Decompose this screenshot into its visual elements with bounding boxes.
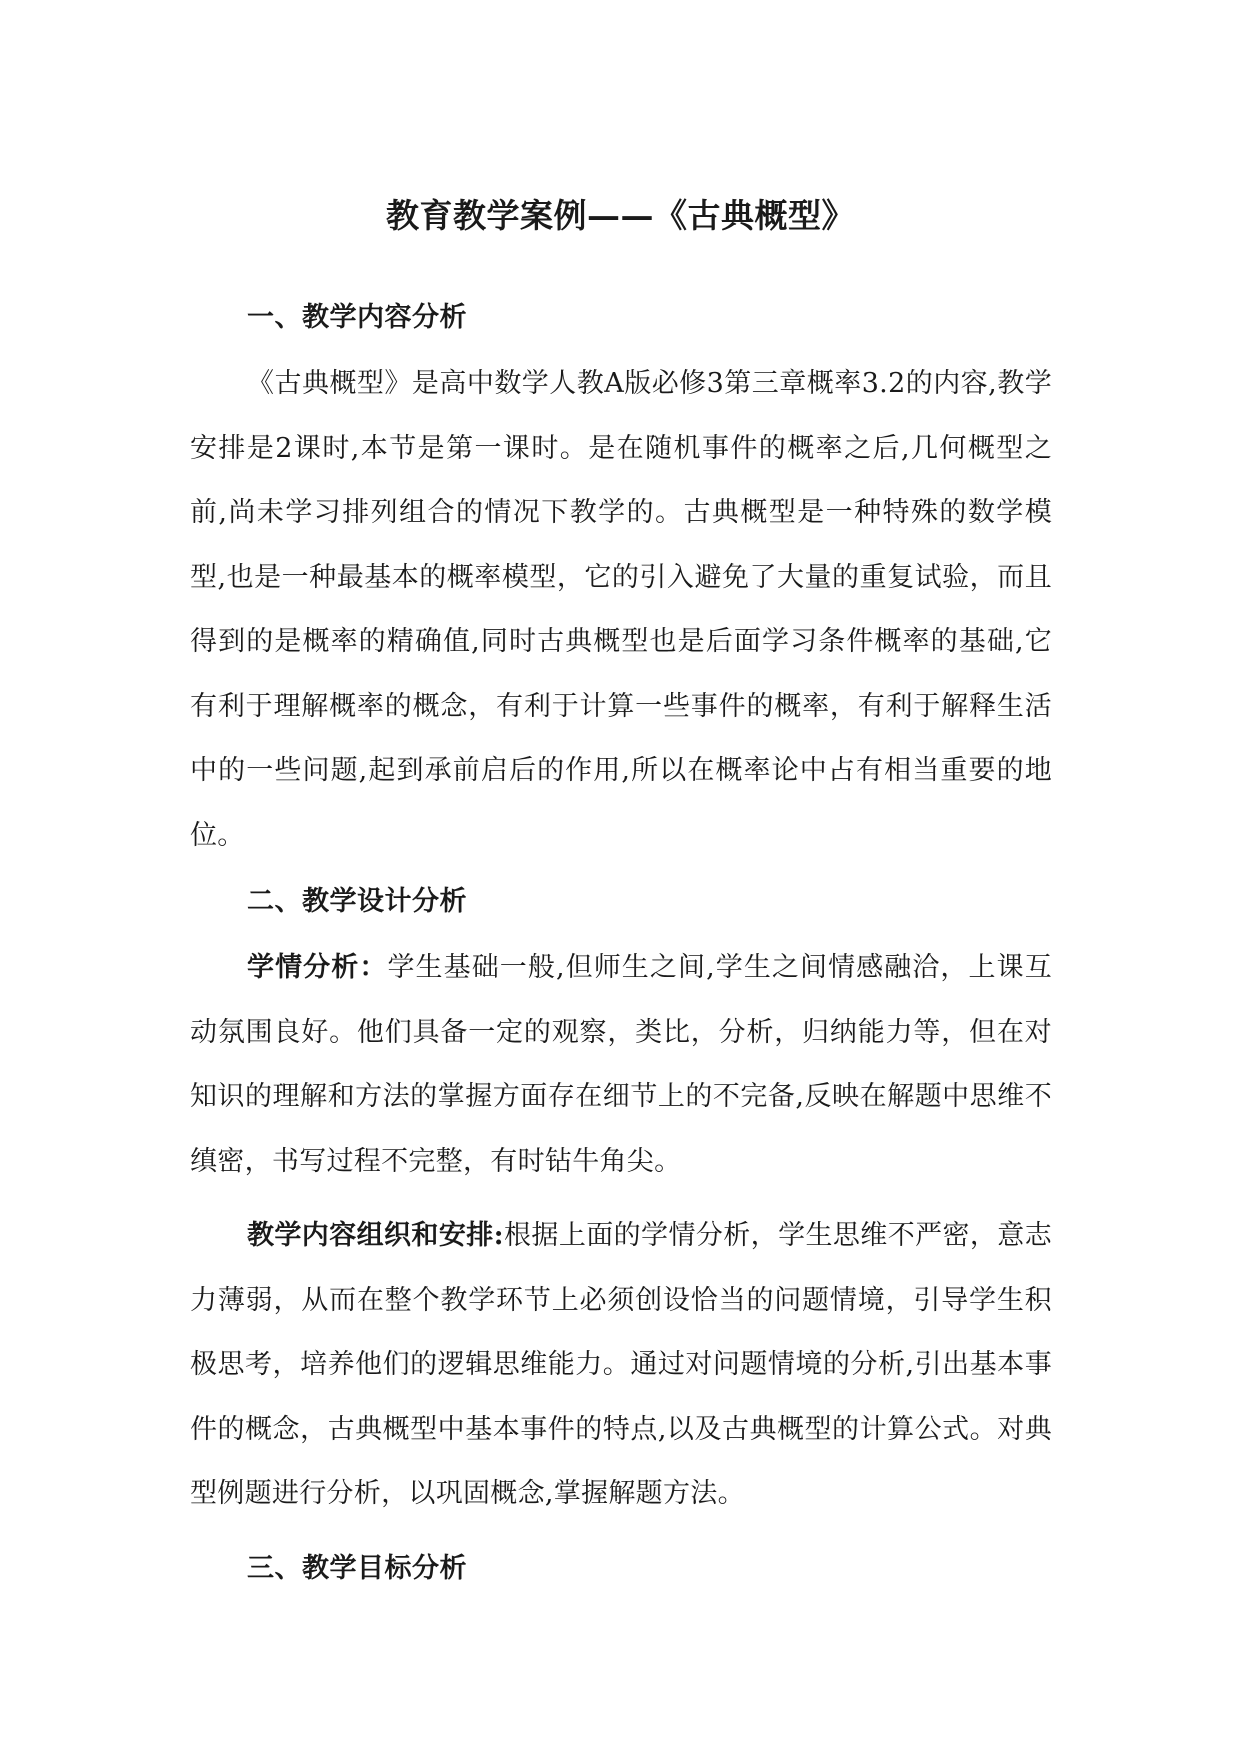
content-organization-paragraph: [190, 1204, 1052, 1527]
section-design-analysis: [190, 868, 1052, 1527]
section-objective-analysis: [190, 1527, 1052, 1601]
learner-analysis-text: 学生基础一般,但师生之间,学生之间情感融洽，上课互动氛围良好。他们具备一定的观察，类比，分析，归纳能力等，但在对知识的理解和方法的掌握方面存在细节上的不完备,反映在解题中思维不缜密，书写过程不完整，有时钻牛角尖。: [190, 952, 1052, 1177]
section-paragraph: 《古典概型》是高中数学人教A版必修3第三章概率3.2的内容,教学安排是2课时,本节是第一课时。是在随机事件的概率之后,几何概型之前,尚未学习排列组合的情况下教学的。古典概型是一种特殊的数学模型,也是一种最基本的概率模型，它的引入避免了大量的重复试验，而且得到的是概率的精确值,同时古典概型也是后面学习条件概率的基础,它有利于理解概率的概念，有利于计算一些事件的概率，有利于解释生活中的一些问题,起到承前启后的作用,所以在概率论中占有相当重要的地位。: [190, 368, 1052, 851]
section-heading: 三、教学目标分析: [247, 1552, 467, 1584]
document-title: 教育教学案例——《古典概型》: [386, 196, 855, 235]
section-heading: 一、教学内容分析: [247, 302, 467, 333]
document-body: [190, 286, 1052, 1601]
content-organization-label: 教学内容组织和安排:: [247, 1220, 504, 1251]
learner-analysis-label: 学情分析：: [247, 952, 388, 983]
section-heading: 二、教学设计分析: [247, 886, 467, 917]
learner-analysis-paragraph: [190, 936, 1052, 1194]
section-content-analysis: [190, 286, 1052, 868]
content-organization-text: 根据上面的学情分析，学生思维不严密，意志力薄弱，从而在整个教学环节上必须创设恰当的问题情境，引导学生积极思考，培养他们的逻辑思维能力。通过对问题情境的分析,引出基本事件的概念，古典概型中基本事件的特点,以及古典概型的计算公式。对典型例题进行分析，以巩固概念,掌握解题方法。: [190, 1220, 1053, 1509]
